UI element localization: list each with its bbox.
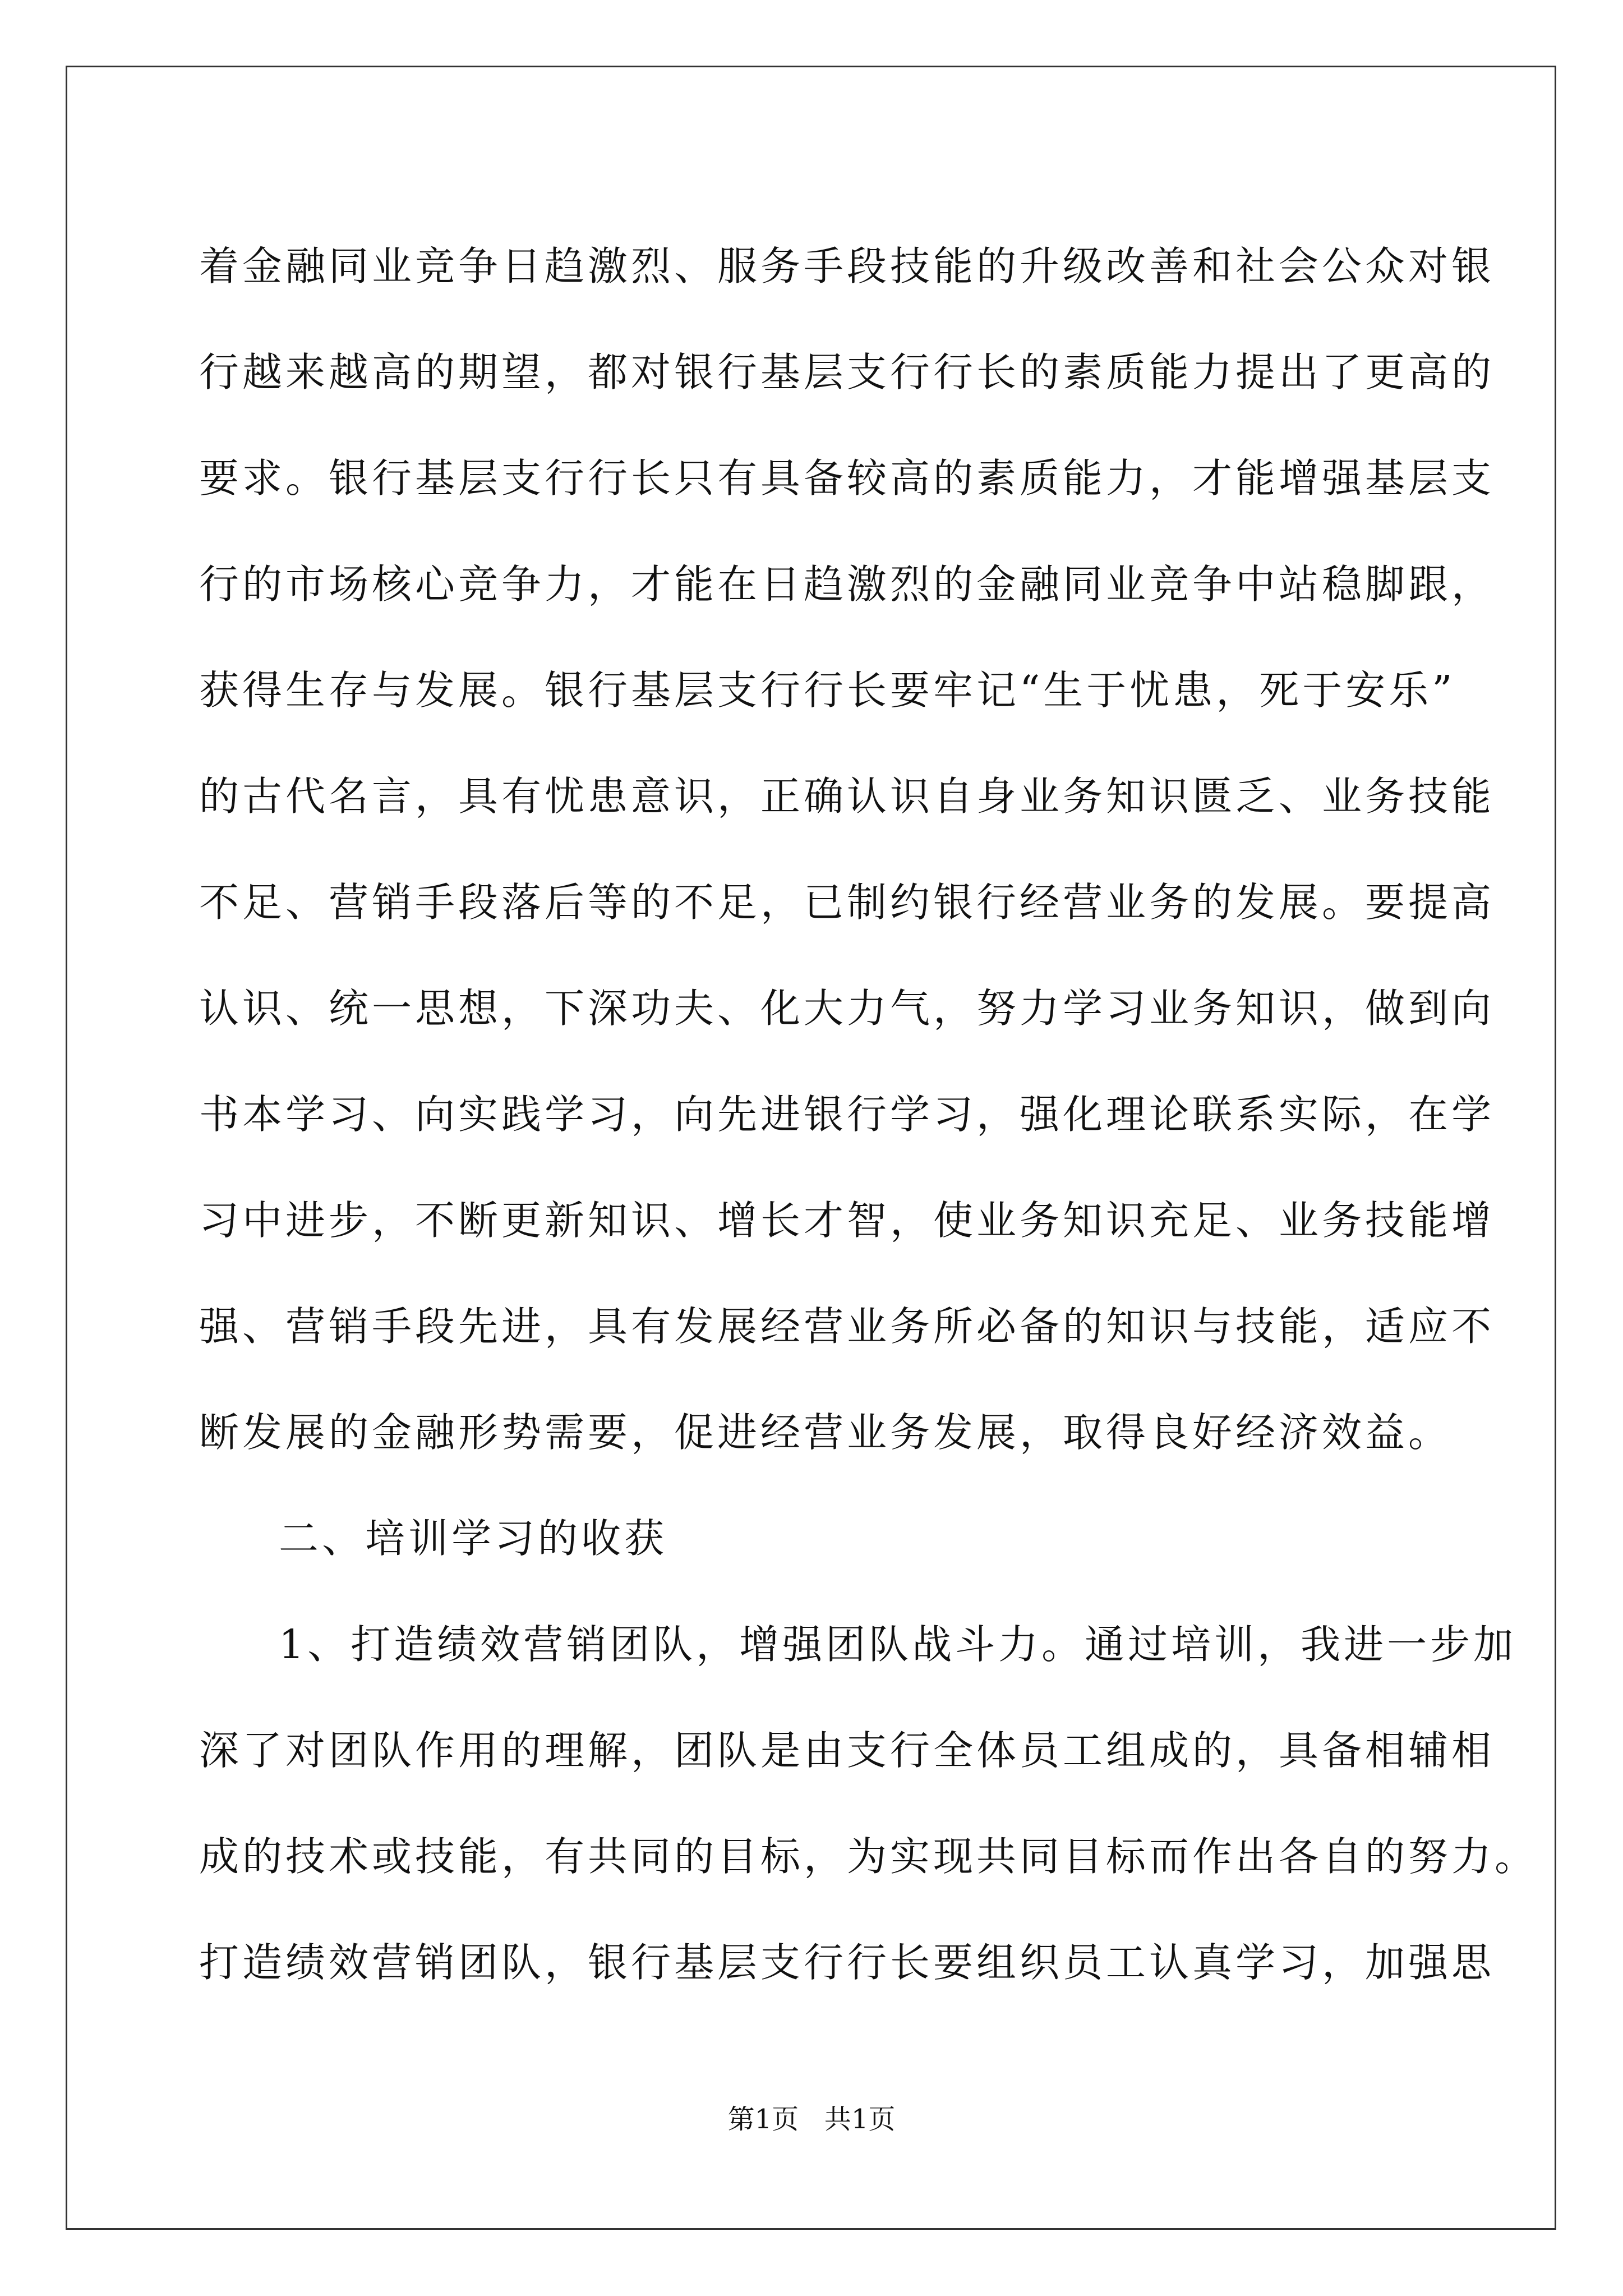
body-line: 的古代名言，具有忧患意识，正确认识自身业务知识匮乏、业务技能 bbox=[199, 773, 1495, 820]
body-line: 行的市场核心竞争力，才能在日趋激烈的金融同业竞争中站稳脚跟， bbox=[199, 561, 1495, 608]
document-body bbox=[199, 213, 1538, 2016]
section-heading: 二、培训学习的收获 bbox=[279, 1515, 668, 1562]
body-line: 行越来越高的期望，都对银行基层支行行长的素质能力提出了更高的 bbox=[199, 349, 1495, 395]
body-line: 要求。银行基层支行行长只有具备较高的素质能力，才能增强基层支 bbox=[199, 455, 1495, 501]
body-line: 获得生存与发展。银行基层支行行长要牢记“生于忧患，死于安乐” bbox=[199, 667, 1456, 714]
body-line: 不足、营销手段落后等的不足，已制约银行经营业务的发展。要提高 bbox=[199, 879, 1495, 926]
body-line: 断发展的金融形势需要，促进经营业务发展，取得良好经济效益。 bbox=[199, 1409, 1452, 1456]
body-line: 认识、统一思想，下深功夫、化大力气，努力学习业务知识，做到向 bbox=[199, 985, 1495, 1032]
body-line: 深了对团队作用的理解，团队是由支行全体员工组成的，具备相辅相 bbox=[199, 1727, 1495, 1774]
body-line: 习中进步，不断更新知识、增长才智，使业务知识充足、业务技能增 bbox=[199, 1197, 1495, 1244]
body-line: 书本学习、向实践学习，向先进银行学习，强化理论联系实际，在学 bbox=[199, 1091, 1495, 1138]
body-line: 强、营销手段先进，具有发展经营业务所必备的知识与技能，适应不 bbox=[199, 1303, 1495, 1350]
body-line: 成的技术或技能，有共同的目标，为实现共同目标而作出各自的努力。 bbox=[199, 1833, 1538, 1880]
body-line: 打造绩效营销团队，银行基层支行行长要组织员工认真学习，加强思 bbox=[199, 1939, 1495, 1986]
body-line: 1、打造绩效营销团队，增强团队战斗力。通过培训，我进一步加 bbox=[279, 1621, 1517, 1668]
page-footer: 第1页 共1页 bbox=[727, 2104, 896, 2135]
body-line: 着金融同业竞争日趋激烈、服务手段技能的升级改善和社会公众对银 bbox=[199, 243, 1495, 289]
